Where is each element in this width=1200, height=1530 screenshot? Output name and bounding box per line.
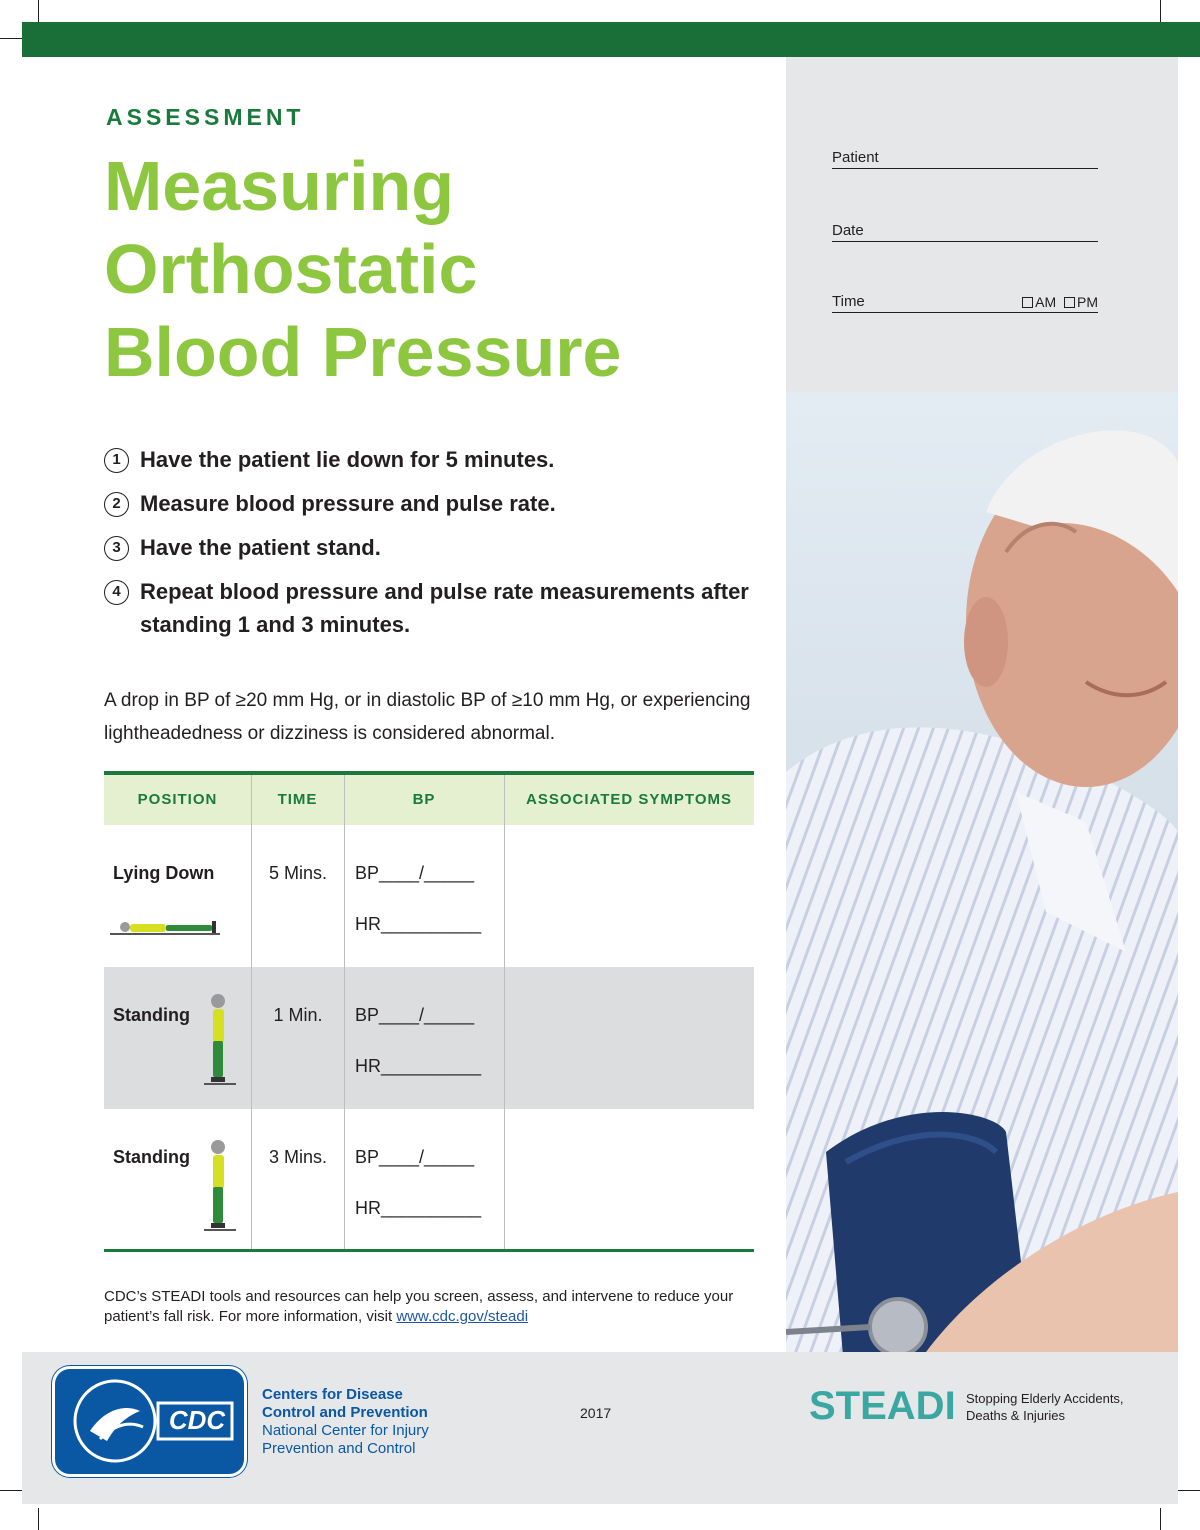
lying-figure-icon <box>110 918 222 938</box>
step-item <box>104 531 764 564</box>
tagline-line: Stopping Elderly Accidents, <box>966 1391 1124 1406</box>
crop-mark <box>38 0 39 22</box>
step-item <box>104 443 764 476</box>
standing-figure-icon <box>204 991 236 1091</box>
tagline-line: Deaths & Injuries <box>966 1408 1065 1423</box>
page-title <box>104 145 621 394</box>
crop-mark <box>0 38 22 39</box>
steadi-link[interactable]: www.cdc.gov/steadi <box>396 1308 529 1325</box>
header-symptoms: ASSOCIATED SYMPTOMS <box>526 791 732 808</box>
abnormal-criteria-note: A drop in BP of ≥20 mm Hg, or in diastolic BP of ≥10 mm Hg, or experiencing lightheadedness or dizziness is considered abnormal. <box>104 690 751 744</box>
am-label: AM <box>1035 294 1057 310</box>
header-time: TIME <box>277 791 318 808</box>
measurement-table <box>104 771 754 1252</box>
step-text: Measure blood pressure and pulse rate. <box>140 491 556 516</box>
step-number: 1 <box>104 448 129 473</box>
top-banner <box>22 22 1200 57</box>
header-bp: BP <box>412 791 436 808</box>
bp-entry-field[interactable]: BP____/_____ <box>355 1147 475 1167</box>
am-checkbox[interactable] <box>1022 297 1033 308</box>
column-divider <box>251 775 252 1249</box>
date-field[interactable] <box>832 222 1098 242</box>
org-line: Control and Prevention <box>262 1404 428 1421</box>
pm-label: PM <box>1077 294 1098 310</box>
column-divider <box>344 775 345 1249</box>
step-text: Repeat blood pressure and pulse rate measurements after standing 1 and 3 minutes. <box>140 579 749 637</box>
time-cell: 5 Mins. <box>268 863 328 883</box>
hr-entry-field[interactable]: HR__________ <box>355 1198 482 1218</box>
org-line: National Center for Injury <box>262 1422 429 1439</box>
org-line: Prevention and Control <box>262 1440 416 1457</box>
hr-entry-field[interactable]: HR__________ <box>355 914 482 934</box>
bp-entry-field[interactable]: BP____/_____ <box>355 1005 475 1025</box>
steadi-logo: STEADI <box>809 1384 956 1428</box>
patient-label: Patient <box>832 149 879 166</box>
crop-mark <box>1160 0 1161 22</box>
crop-mark <box>38 1508 39 1530</box>
title-line: Blood Pressure <box>104 313 622 391</box>
cdc-org-name <box>262 1386 429 1458</box>
title-line: Measuring <box>104 147 455 225</box>
time-cell: 3 Mins. <box>268 1147 328 1167</box>
crop-mark <box>1160 1508 1161 1530</box>
patient-photo <box>786 392 1178 1352</box>
step-item <box>104 487 764 520</box>
step-number: 2 <box>104 492 129 517</box>
time-cell: 1 Min. <box>273 1005 323 1025</box>
cdc-logo <box>52 1366 247 1477</box>
standing-figure-icon <box>204 1137 236 1237</box>
cdc-logo-text: CDC <box>168 1405 226 1435</box>
table-row <box>104 967 754 1109</box>
am-pm-options <box>1018 294 1098 310</box>
step-number: 4 <box>104 580 129 605</box>
patient-photo-illustration <box>786 392 1178 1352</box>
title-line: Orthostatic <box>104 230 478 308</box>
patient-field[interactable] <box>832 149 1098 169</box>
pm-checkbox[interactable] <box>1064 297 1075 308</box>
table-row <box>104 1109 754 1251</box>
header-position: POSITION <box>137 791 218 808</box>
step-text: Have the patient lie down for 5 minutes. <box>140 447 555 472</box>
bp-entry-field[interactable]: BP____/_____ <box>355 863 475 883</box>
org-line: Centers for Disease <box>262 1386 403 1403</box>
steadi-tagline <box>966 1390 1124 1424</box>
publication-year: 2017 <box>580 1405 612 1421</box>
steadi-info-note <box>104 1287 764 1327</box>
hr-entry-field[interactable]: HR__________ <box>355 1056 482 1076</box>
assessment-eyebrow: ASSESSMENT <box>106 104 305 130</box>
instruction-steps <box>104 443 764 652</box>
page-footer <box>22 1352 1178 1504</box>
patient-info-panel <box>786 57 1178 392</box>
step-item <box>104 575 764 641</box>
date-label: Date <box>832 222 864 239</box>
table-header <box>104 775 754 825</box>
position-cell: Standing <box>113 1147 190 1167</box>
steadi-info-text: CDC’s STEADI tools and resources can help you screen, assess, and intervene to reduce your patient’s fall risk. For more information, visit <box>104 1288 734 1325</box>
crop-mark <box>1178 1490 1200 1491</box>
crop-mark <box>0 1490 22 1491</box>
time-label: Time <box>832 293 865 310</box>
step-number: 3 <box>104 536 129 561</box>
column-divider <box>504 775 505 1249</box>
step-text: Have the patient stand. <box>140 535 381 560</box>
time-field[interactable] <box>832 293 1098 313</box>
position-cell: Standing <box>113 1005 190 1025</box>
table-row <box>104 825 754 967</box>
position-cell: Lying Down <box>113 863 215 883</box>
